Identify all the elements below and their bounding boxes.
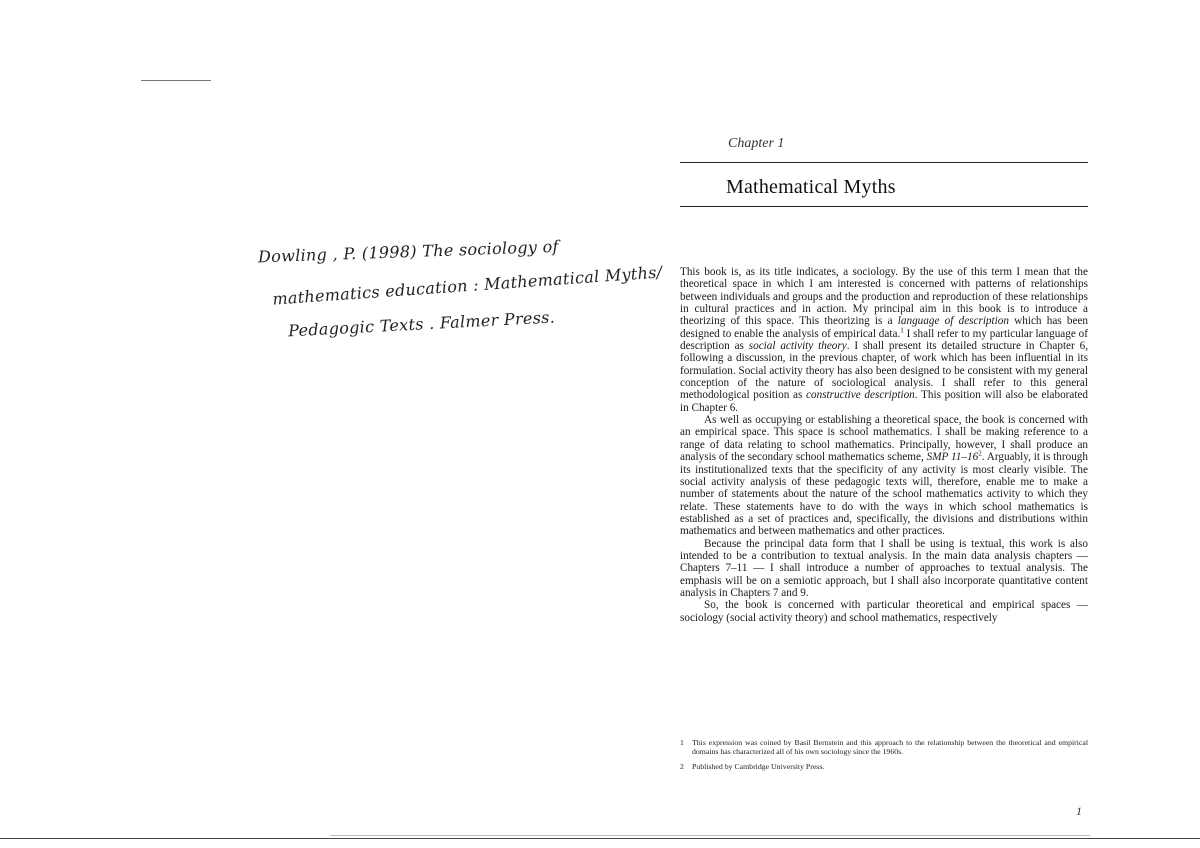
- chapter-rule-bottom: [680, 206, 1088, 207]
- text-run: . Arguably, it is through its institutionalized texts that the specificity of any activity is most clearly visible. The social activity analysis of these pedagogic texts will, therefore, enable me to make a number of statements about the nature of the school mathematics activity to which they relate. These statements have to do with the ways in which school mathematics is established as a set of practices and, specifically, the divisions and distributions within mathematics and between mathematics and other practices.: [680, 451, 1088, 538]
- footnote: [680, 762, 1088, 771]
- paragraph: [680, 266, 1088, 414]
- footnote-number: 2: [680, 761, 684, 771]
- paragraph: Because the principal data form that I shall be using is textual, this work is also intended to be a contribution to textual analysis. In the main data analysis chapters — Chapters 7–11 — I shall introduce a number of approaches to textual analysis. The emphasis will be on a semiotic approach, but I shall also incorporate quantitative content analysis in Chapters 7 and 9.: [680, 537, 1088, 599]
- chapter-rule-top: [680, 162, 1088, 163]
- emphasis-term: social activity theory: [748, 340, 847, 353]
- footnote-number: 1: [680, 738, 684, 747]
- text-run: I shall refer to my particular language of description as: [680, 327, 1088, 353]
- footnotes: [680, 738, 1088, 776]
- scan-artifact-line: [330, 835, 1090, 836]
- page-number: 1: [1076, 804, 1082, 818]
- chapter-label: Chapter 1: [728, 136, 785, 151]
- handwritten-citation-note: [258, 232, 678, 340]
- body-text: [680, 266, 1088, 624]
- footnote-ref: 2: [978, 449, 982, 458]
- footnote-text: Published by Cambridge University Press.: [692, 761, 825, 771]
- emphasis-term: SMP 11–16: [926, 451, 979, 464]
- text-run: . I shall present its detailed structure in Chapter 6, following a discussion, in the previous chapter, of work which has been influential in its formulation. Social activity theory has also been designed to be consistent with my general conception of the nature of sociological analysis. I shall refer to this general methodological position as: [680, 340, 1088, 402]
- text-run: . This position will also be elaborated in Chapter 6.: [680, 389, 1089, 414]
- text-run: As well as occupying or establishing a theoretical space, the book is concerned with an empirical space. This space is school mathematics. I shall be making reference to a range of data relating to school mathematics. Principally, however, I shall produce an analysis of the secondary school mathematics scheme,: [680, 414, 1088, 464]
- chapter-title: Mathematical Myths: [726, 176, 896, 198]
- footnote-text: This expression was coined by Basil Bernstein and this approach to the relationship between the theoretical and empirical domains has characterized all of his own sociology since the 1960s.: [692, 738, 1088, 757]
- emphasis-term: language of description: [897, 315, 1009, 328]
- footnote: [680, 738, 1088, 757]
- footnote-ref: 1: [900, 325, 904, 334]
- scan-artifact-line: [141, 80, 211, 81]
- text-run: which has been designed to enable the analysis of empirical data.: [680, 315, 1088, 340]
- handwritten-line: Dowling , P. (1998) The sociology of: [257, 236, 560, 267]
- paragraph: [680, 414, 1088, 537]
- text-run: This book is, as its title indicates, a sociology. By the use of this term I mean that the theoretical space in which I am interested is concerned with patterns of relationships between individuals and groups and the production and reproduction of these relationships in cultural practices and in action. My principal aim in this book is to introduce a theorizing of this space. This theorizing is a: [680, 266, 1088, 328]
- emphasis-term: constructive description: [806, 389, 915, 402]
- handwritten-line: Pedagogic Texts . Falmer Press.: [287, 307, 556, 341]
- paragraph: So, the book is concerned with particular theoretical and empirical spaces — sociology (social activity theory) and school mathematics, respectively: [680, 599, 1088, 624]
- handwritten-line: mathematics education : Mathematical Myths/: [271, 262, 663, 309]
- scan-artifact-line: [0, 838, 1200, 839]
